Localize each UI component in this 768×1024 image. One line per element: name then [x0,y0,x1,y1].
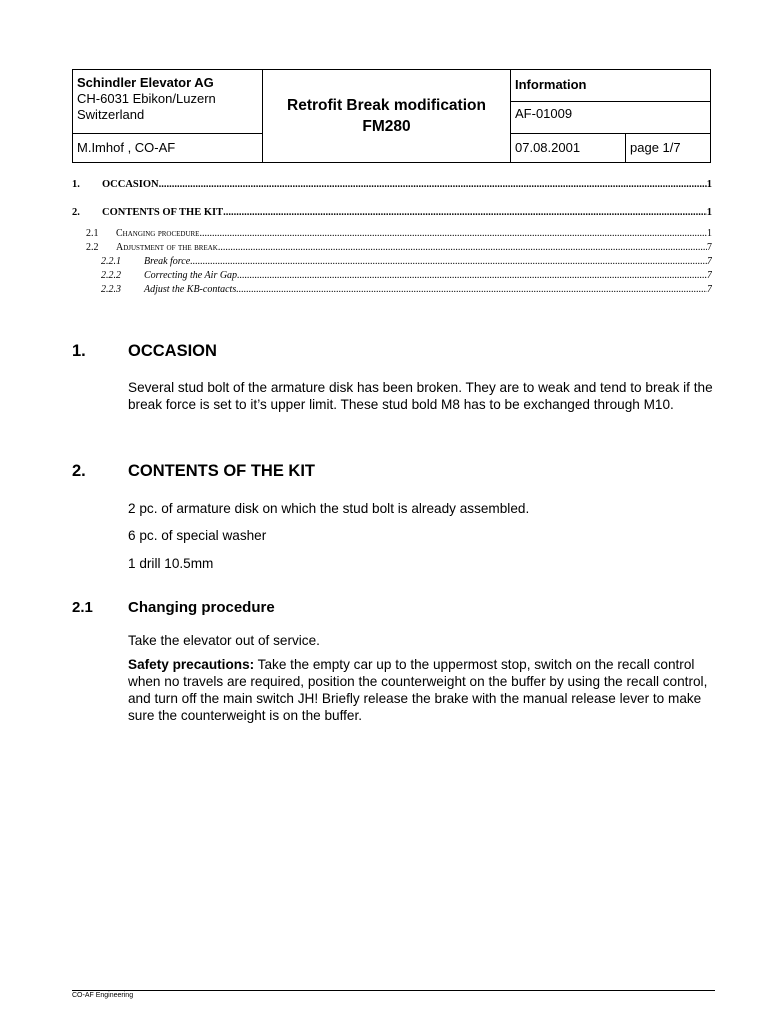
kit-item-washer: 6 pc. of special washer [128,528,267,543]
toc-leader [190,256,707,267]
company-cell [73,70,263,134]
toc-leader [199,228,707,239]
toc-leader [159,179,707,190]
toc-entry-changing-procedure[interactable] [72,228,712,242]
section-number: 1. [72,342,86,360]
safety-text: Take the empty car up to the uppermost stop, switch on the recall control when no travels are required, position the counterweight on the buffer by using the recall control, and turn off the main switch JH! Briefly release the brake with the manual release lever to make sure the counterweight is on the buffer. [128,657,708,723]
procedure-intro: Take the elevator out of service. [128,633,320,648]
company-address: CH-6031 Ebikon/Luzern [77,91,216,106]
toc-page: 7 [707,270,712,281]
toc-title: Adjust the KB-contacts [144,284,237,295]
section-number: 2.1 [72,599,93,616]
section-title: OCCASION [128,342,217,360]
company-country: Switzerland [77,107,145,122]
toc-number: 2.2.1 [101,256,121,267]
toc-title: Correcting the Air Gap [144,270,238,281]
toc-page: 1 [707,228,712,239]
toc-leader [237,270,707,281]
toc-number: 2.2.3 [101,284,121,295]
toc-page: 7 [707,242,712,253]
toc-page: 7 [707,256,712,267]
toc-number: 2.2 [86,242,99,253]
toc-leader [223,207,707,218]
toc-entry-air-gap[interactable] [72,270,712,284]
toc-page: 7 [707,284,712,295]
safety-label: Safety precautions: [128,657,255,672]
toc-number: 2. [72,207,80,218]
title-line-2: FM280 [362,118,411,135]
toc-number: 2.1 [86,228,99,239]
toc-number: 1. [72,179,80,190]
doc-date: 07.08.2001 [511,134,626,163]
toc-number: 2.2.2 [101,270,121,281]
section-title: Changing procedure [128,599,275,616]
toc-entry-kb-contacts[interactable] [72,284,712,298]
doc-number: AF-01009 [515,106,573,121]
section-1-paragraph: Several stud bolt of the armature disk has been broken. They are to weak and tend to break if the break force is set to it’s upper limit. These stud bold M8 has to be exchanged through M10. [128,380,713,412]
toc-entry-occasion[interactable] [72,179,712,193]
kit-item-drill: 1 drill 10.5mm [128,556,214,571]
document-header [72,69,711,163]
info-cell [511,70,711,134]
company-name: Schindler Elevator AG [77,75,214,90]
toc-leader [218,242,707,253]
kit-item-armature-disk: 2 pc. of armature disk on which the stud bolt is already assembled. [128,501,530,516]
toc-page: 1 [706,179,712,190]
toc-page: 1 [706,207,712,218]
page-indicator: page 1/7 [626,134,711,163]
title-line-1: Retrofit Break modification [287,97,486,114]
document-title [263,70,511,163]
toc-entry-break-force[interactable] [72,256,712,270]
author: M.Imhof , CO-AF [73,134,263,163]
toc-entry-adjustment[interactable] [72,242,712,256]
section-number: 2. [72,462,86,480]
toc-title: Changing procedure [116,228,200,239]
info-label: Information [511,70,710,102]
toc-entry-contents[interactable] [72,207,712,221]
toc-leader [236,284,707,295]
toc-title: CONTENTS OF THE KIT [102,207,224,218]
footer-divider [72,990,715,991]
section-title: CONTENTS OF THE KIT [128,462,315,480]
safety-precautions-paragraph [128,656,718,724]
toc-title: Adjustment of the break [116,242,218,253]
footer-text: CO-AF Engineering [72,992,134,999]
toc-title: OCCASION [102,179,159,190]
toc-title: Break force [144,256,191,267]
